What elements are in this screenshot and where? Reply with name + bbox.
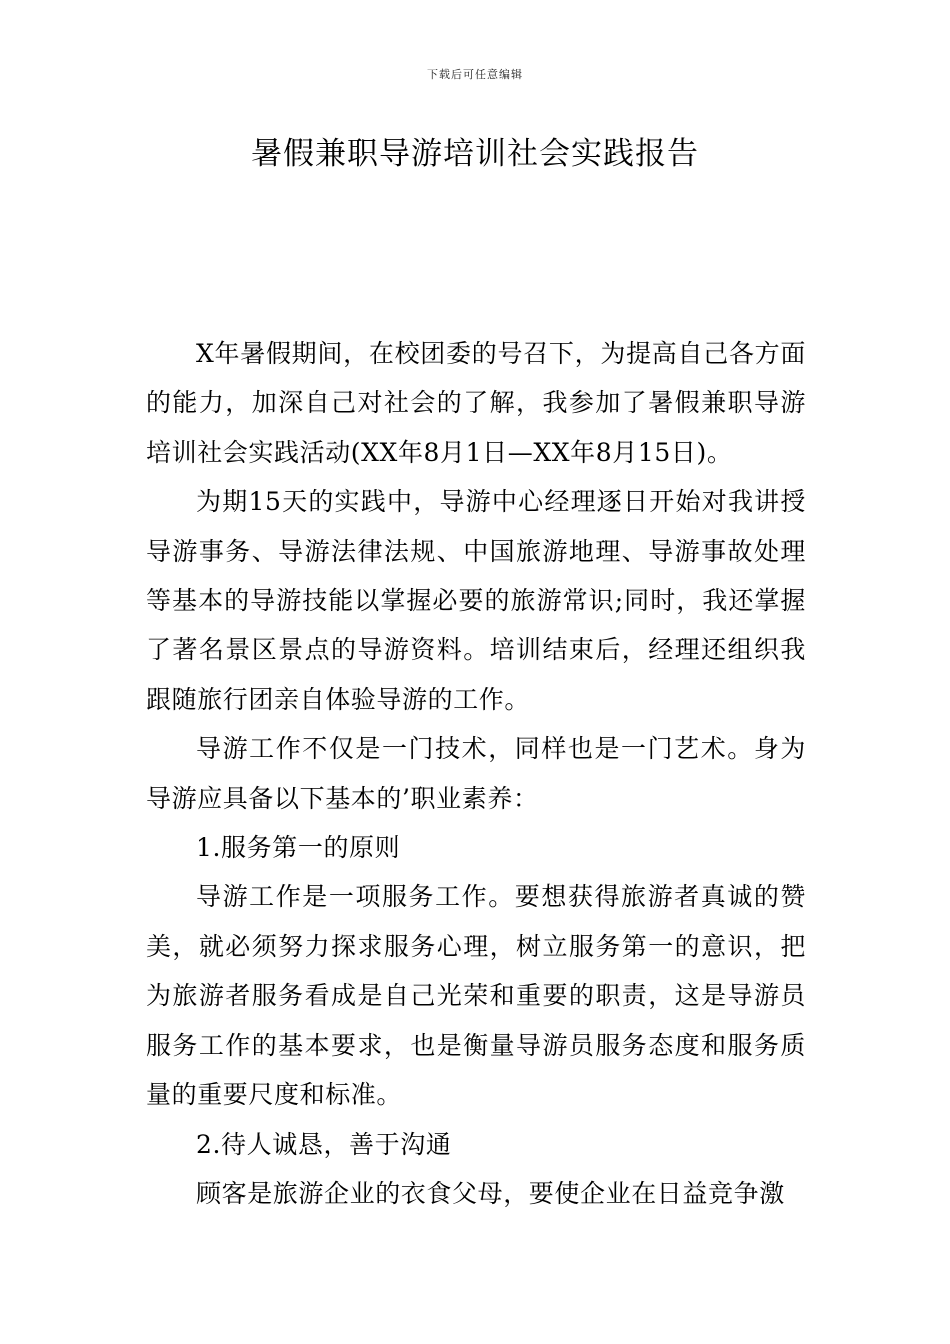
paragraph-customers: 顾客是旅游企业的衣食父母，要使企业在日益竞争激 [196,1178,785,1208]
paragraph-training: 为期15天的实践中，导游中心经理逐日开始对我讲授导游事务、导游法律法规、中国旅游地理、导游事故处理等基本的导游技能以掌握必要的旅游常识;同时，我还掌握了著名景区景点的导游资料。培训结束后，经理还组织我跟随旅行团亲自体验导游的工作。 [146,487,806,714]
section-heading-service-first: 1.服务第一的原则 [196,833,401,863]
document-body [146,329,806,1218]
download-edit-note: 下载后可任意编辑 [427,68,523,81]
section-heading-sincere-communication: 2.待人诚恳，善于沟通 [196,1129,452,1159]
paragraph-qualities-intro: 导游工作不仅是一门技术，同样也是一门艺术。身为导游应具备以下基本的’职业素养： [146,734,806,813]
paragraph-intro: X年暑假期间，在校团委的号召下，为提高自己各方面的能力，加深自己对社会的了解，我参加了暑假兼职导游培训社会实践活动(XX年8月1日—XX年8月15日)。 [146,339,806,467]
paragraph-service-first: 导游工作是一项服务工作。要想获得旅游者真诚的赞美，就必须努力探求服务心理，树立服务第一的意识，把为旅游者服务看成是自己光荣和重要的职责，这是导游员服务工作的基本要求，也是衡量导游员服务态度和服务质量的重要尺度和标准。 [146,882,806,1110]
document-title: 暑假兼职导游培训社会实践报告 [251,136,699,172]
